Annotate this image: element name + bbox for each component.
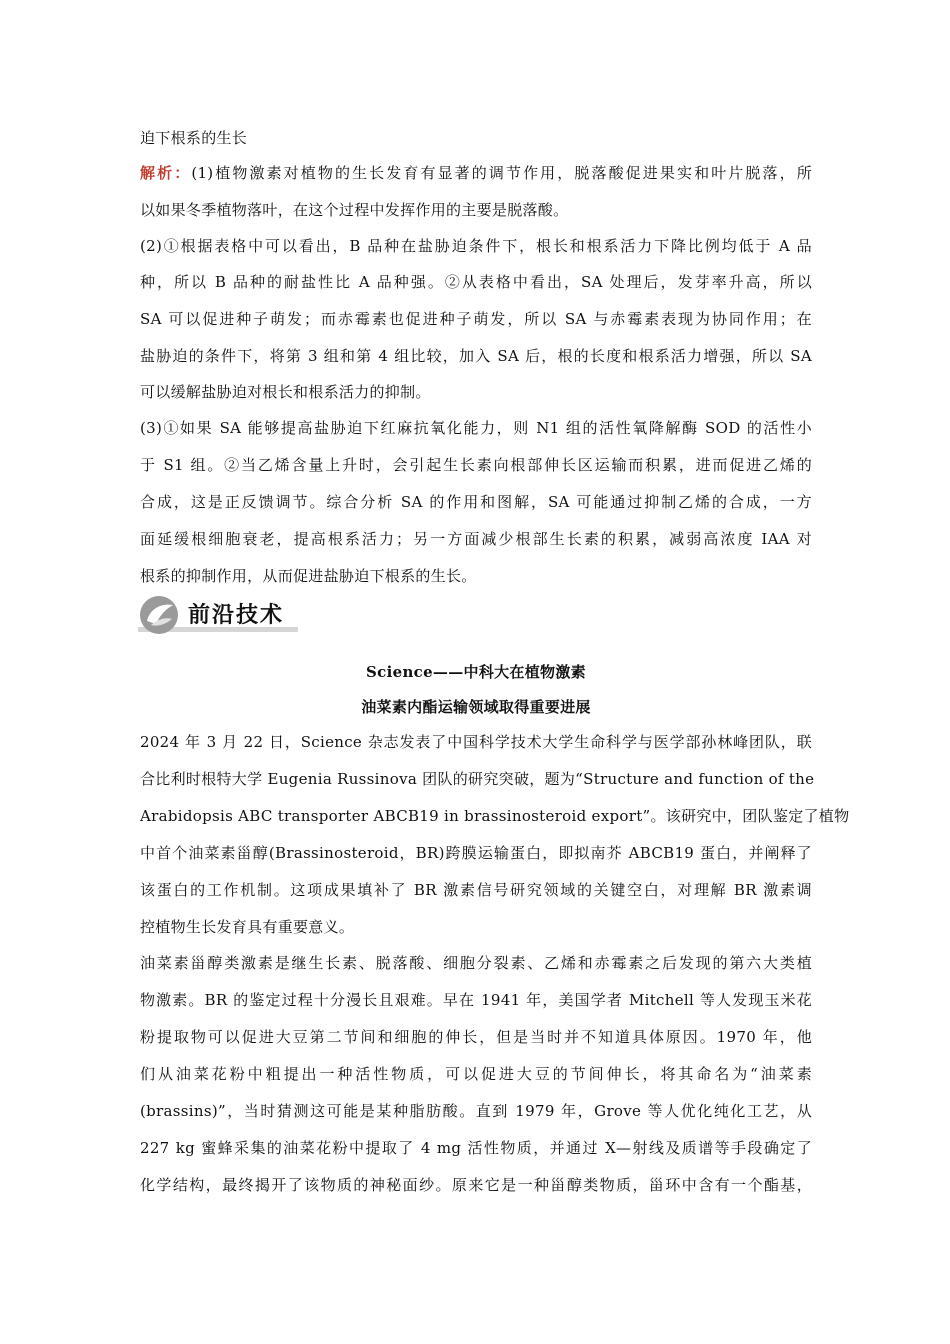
article-p2-line-3: 粉提取物可以促进大豆第二节间和细胞的伸长，但是当时并不知道具体原因。1970 年，他 xyxy=(140,1028,812,1046)
article-p1-line-1: 2024 年 3 月 22 日，Science 杂志发表了中国科学技术大学生命科学与医学部孙林峰团队，联 xyxy=(140,733,812,751)
section-banner xyxy=(138,594,298,636)
article-p2-line-2: 物激素。BR 的鉴定过程十分漫长且艰难。早在 1941 年，美国学者 Mitchell 等人发现玉米花 xyxy=(140,991,812,1009)
article-p1-line-4: 中首个油菜素甾醇(Brassinosteroid，BR)跨膜运输蛋白，即拟南芥 ABCB19 蛋白，并阐释了 xyxy=(140,844,812,862)
solution-p3-line-4: 面延缓根细胞衰老，提高根系活力；另一方面减少根部生长素的积累，减弱高浓度 IAA 对 xyxy=(140,530,812,548)
solution-p2-line-3: SA 可以促进种子萌发；而赤霉素也促进种子萌发，所以 SA 与赤霉素表现为协同作用；在 xyxy=(140,310,812,328)
solution-p3-line-5: 根系的抑制作用，从而促进盐胁迫下根系的生长。 xyxy=(140,567,477,585)
article-p1-line-6: 控植物生长发育具有重要意义。 xyxy=(140,918,355,936)
solution-p2-line-2: 种，所以 B 品种的耐盐性比 A 品种强。②从表格中看出，SA 处理后，发芽率升高，所以 xyxy=(140,273,812,291)
article-p2-line-7: 化学结构，最终揭开了该物质的神秘面纱。原来它是一种甾醇类物质，甾环中含有一个酯基， xyxy=(140,1176,812,1194)
article-p2-line-4: 们从油菜花粉中粗提出一种活性物质，可以促进大豆的节间伸长，将其命名为“油菜素 xyxy=(140,1065,812,1083)
article-p1-line-5: 该蛋白的工作机制。这项成果填补了 BR 激素信号研究领域的关键空白，对理解 BR 激素调 xyxy=(140,881,812,899)
article-p1-line-2: 合比利时根特大学 Eugenia Russinova 团队的研究突破，题为“Structure and function of the xyxy=(140,770,815,788)
article-p1-line-3: Arabidopsis ABC transporter ABCB19 in brassinosteroid export”。该研究中，团队鉴定了植物 xyxy=(140,807,850,825)
solution-p2-line-1: (2)①根据表格中可以看出，B 品种在盐胁迫条件下，根长和根系活力下降比例均低于 A 品 xyxy=(140,237,812,255)
solution-p1-line-2: 以如果冬季植物落叶，在这个过程中发挥作用的主要是脱落酸。 xyxy=(140,201,569,219)
solution-p1-line-1 xyxy=(140,162,812,184)
article-title-line-1: Science——中科大在植物激素 xyxy=(366,663,586,681)
solution-p3-line-3: 合成，这是正反馈调节。综合分析 SA 的作用和图解，SA 可能通过抑制乙烯的合成，一方 xyxy=(140,493,812,511)
solution-p2-line-4: 盐胁迫的条件下，将第 3 组和第 4 组比较，加入 SA 后，根的长度和根系活力增强，所以 SA xyxy=(140,347,812,365)
solution-p3-line-2: 于 S1 组。②当乙烯含量上升时，会引起生长素向根部伸长区运输而积累，进而促进乙烯的 xyxy=(140,456,812,474)
solution-p1-text-1: (1)植物激素对植物的生长发育有显著的调节作用，脱落酸促进果实和叶片脱落，所 xyxy=(191,164,812,182)
solution-p3-line-1: (3)①如果 SA 能够提高盐胁迫下红麻抗氧化能力，则 N1 组的活性氧降解酶 SOD 的活性小 xyxy=(140,419,812,437)
article-p2-line-5: (brassins)”，当时猜测这可能是某种脂肪酸。直到 1979 年，Grove 等人优化纯化工艺，从 xyxy=(140,1102,812,1120)
intro-line: 迫下根系的生长 xyxy=(140,129,248,147)
leaf-swirl-icon xyxy=(140,596,178,634)
banner-title: 前沿技术 xyxy=(188,603,285,628)
article-title-line-2: 油菜素内酯运输领域取得重要进展 xyxy=(361,698,591,716)
solution-label: 解析： xyxy=(140,164,192,182)
article-p2-line-6: 227 kg 蜜蜂采集的油菜花粉中提取了 4 mg 活性物质，并通过 X—射线及质谱等手段确定了 xyxy=(140,1139,812,1157)
article-p2-line-1: 油菜素甾醇类激素是继生长素、脱落酸、细胞分裂素、乙烯和赤霉素之后发现的第六大类植 xyxy=(140,954,812,972)
solution-p2-line-5: 可以缓解盐胁迫对根长和根系活力的抑制。 xyxy=(140,383,431,401)
